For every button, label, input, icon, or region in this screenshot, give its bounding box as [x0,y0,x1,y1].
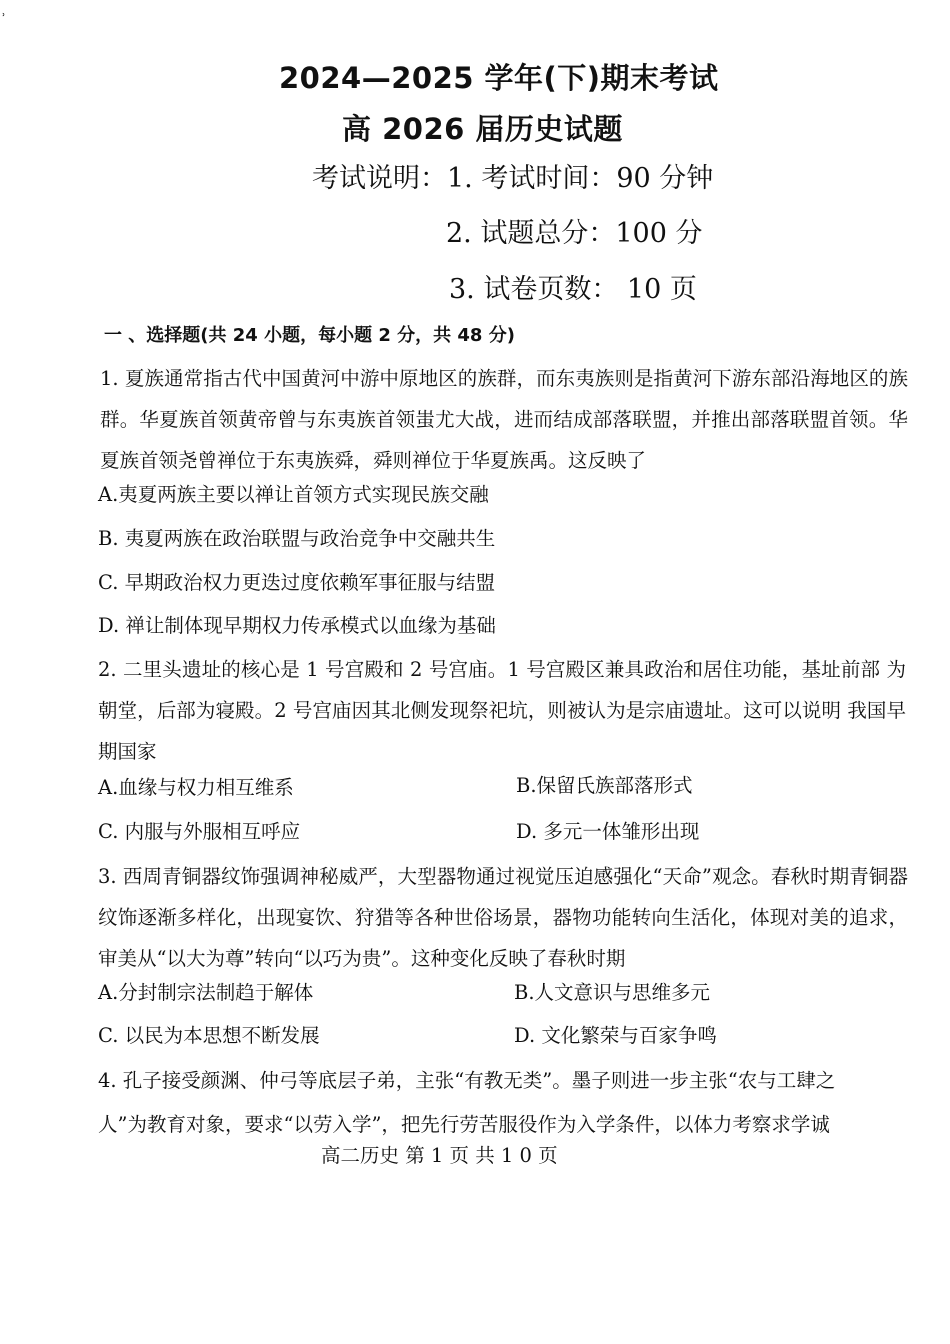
question-2-option-d: D. 多元一体雏形出现 [516,820,700,843]
question-3-option-a: A.分封制宗法制趋于解体 [98,981,314,1004]
page-footer: 高二历史 第 1 页 共 1 0 页 [321,1144,558,1167]
question-4-stem-line-2: 人”为教育对象，要求“以劳入学”，把先行劳苦服役作为入学条件，以体力考察求学诚 [98,1113,830,1136]
question-1-option-a: A.夷夏两族主要以禅让首领方式实现民族交融 [98,483,489,506]
question-2-stem: 2. 二里头遗址的核心是 1 号宫殿和 2 号宫庙。1 号宫殿区兼具政治和居住功能，基址前部 为朝堂，后部为寝殿。2 号宫庙因其北侧发现祭祀坑，则被认为是宗庙遗址。这可以说明 我国早期国家 [98,658,906,763]
exam-subtitle: 高 2026 届历史试题 [342,112,623,146]
question-1-option-c: C. 早期政治权力更迭过度依赖军事征服与结盟 [98,571,496,594]
exam-note-time: 考试说明：1. 考试时间：90 分钟 [312,163,714,194]
exam-note-score: 2. 试题总分：100 分 [446,218,703,249]
question-2-option-c: C. 内服与外服相互呼应 [98,820,301,843]
exam-title: 2024—2025 学年(下)期末考试 [279,61,719,95]
question-3-option-b: B.人文意识与思维多元 [514,981,711,1004]
question-3-option-d: D. 文化繁荣与百家争鸣 [514,1024,717,1047]
question-3-stem: 3. 西周青铜器纹饰强调神秘威严，大型器物通过视觉压迫感强化“天命”观念。春秋时期青铜器纹饰逐渐多样化，出现宴饮、狩猎等各种世俗场景，器物功能转向生活化，体现对美的追求，审美从“以大为尊”转向“以巧为贵”。这种变化反映了春秋时期 [98,865,908,970]
question-1-option-b: B. 夷夏两族在政治联盟与政治竞争中交融共生 [98,527,496,550]
question-2-option-b: B.保留氏族部落形式 [516,774,693,797]
question-3-option-c: C. 以民为本思想不断发展 [98,1024,320,1047]
corner-mark: ˒ [2,8,6,22]
question-1-option-d: D. 禅让制体现早期权力传承模式以血缘为基础 [98,614,496,637]
section-title: 一 、选择题(共 24 小题，每小题 2 分，共 48 分) [104,325,515,346]
question-4-stem-line-1: 4. 孔子接受颜渊、仲弓等底层子弟，主张“有教无类”。墨子则进一步主张“农与工肆之 [98,1069,836,1092]
exam-note-pages: 3. 试卷页数： 10 页 [449,274,697,305]
question-1-stem: 1. 夏族通常指古代中国黄河中游中原地区的族群，而东夷族则是指黄河下游东部沿海地区的族群。华夏族首领黄帝曾与东夷族首领蚩尤大战，进而结成部落联盟，并推出部落联盟首领。华夏族首领尧曾禅位于东夷族舜，舜则禅位于华夏族禹。这反映了 [100,367,908,472]
question-2-option-a: A.血缘与权力相互维系 [98,776,294,799]
